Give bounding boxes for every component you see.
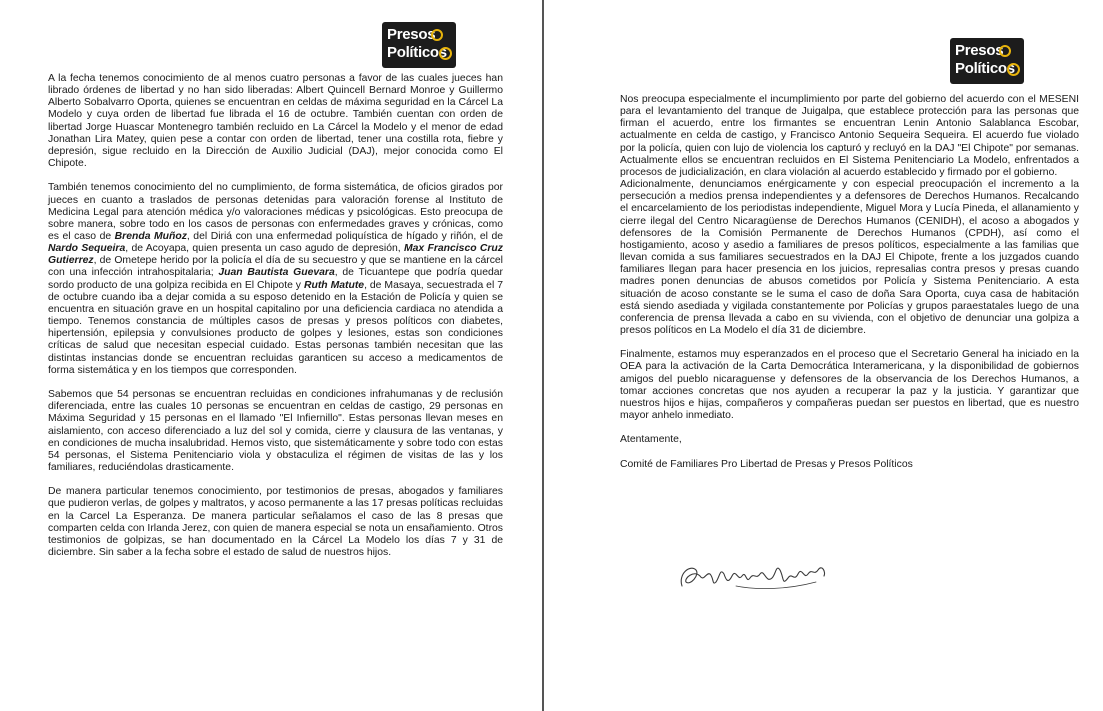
letter-page-right [546,0,1103,711]
text-run: A la fecha tenemos conocimiento de al menos cuatro personas a favor de las cuales jueces han librado órdenes de libertad y no han sido liberadas: Albert Quincell Bernard Monroe y Guillermo Alberto Sobalvarro Oporta, quienes se encuentran en celdas de máxima seguridad en la Cárcel La Modelo y cuya orden de libertad fue librada el 16 de octubre. También cuentan con orden de libertad Jorge Huascar Montenegro también recluido en La Cárcel la Modelo y el menor de edad Jonathan Lira Matey, quien pese a contar con orden de libertad, tener una costilla rota, fiebre y depresión, sigue recluido en la Dirección de Auxilio Judicial (DAJ), mejor conocida como El Chipote. [48,73,503,170]
presos-politicos-logo: Presos Políticos [382,22,456,68]
person-name: Juan Bautista Guevara [218,267,335,279]
text-run: De manera particular tenemos conocimiento, por testimonios de presas, abogados y familiares que pudieron verlas, de golpes y maltratos, y acoso permanente a las 17 presas políticas recluidas en la Carcel La Esperanza. De manera particular señalamos el caso de las 8 presas que comparten celda con Irlanda Jerez, con quien de manera especial se nota un ensañamiento. Otros testimonios de golpizas, se han documentado en la Cárcel La Modelo los días 7 y 31 de diciembre. Sin saber a la fecha sobre el estado de salud de nuestros hijos. [48,486,503,559]
handcuff-ring-icon [1007,63,1020,76]
handwritten-signature [676,556,841,596]
letter-body-right [620,94,1079,483]
text-run: , de Acoyapa, quien presenta un caso agudo de depresión, [125,243,404,255]
text-run: , de Masaya, secuestrada el 7 de octubre cuando iba a dejar comida a su esposo detenido en la Estación de Policía y quien se encuentra en situación grave en un hospital capitalino por una deficiencia cardiaca no atendida a tiempo. Tenemos constancia de múltiples casos de presas y presos políticos con diabetes, hipertensión, epilepsia y convulsiones producto de golpes y lesiones, estas son condiciones críticas de salud que necesitan especial cuidado. Estas personas también necesitan que las distintas instancias donde se encuentran recluidas garanticen su acceso a medicamentos de forma sistemática y en los tiempos que corresponden. [48,279,504,376]
paragraph-isolation-conditions [48,389,503,474]
person-name: Brenda Muñoz [114,231,187,243]
text-run: Comité de Familiares Pro Libertad de Presas y Presos Políticos [620,458,913,470]
paragraph-medical-transfers [48,182,503,377]
paragraph-oas-hope [620,349,1079,422]
paragraph-release-orders [48,73,503,170]
handcuff-ring-icon [999,45,1011,57]
letter-body-left [48,73,503,571]
person-name: Max Francisco Cruz Gutierrez [48,243,503,267]
letter-page-left [0,0,540,711]
paragraph-la-esperanza [48,486,503,559]
person-name: Ruth Matute [303,279,365,291]
presos-politicos-logo: Presos Políticos [950,38,1024,84]
text-run: Atentamente, [620,434,682,446]
paragraph-meseni-agreement [620,94,1079,179]
handcuff-ring-icon [431,29,443,41]
person-name: Nardo Sequeira [48,243,126,255]
text-run: Adicionalmente, denunciamos enérgicamente y con especial preocupación el incremento a la persecución a medios prensa independientes y a defensores de Derechos Humanos. Recalcando el encarcelamiento de los periodistas independiente, Miguel Mora y Lucía Pineda, el allanamiento y cierre ilegal del Centro Nicaragüense de Derechos Humanos (CENIDH), el acoso a abogados y defensores de la Comisión Permanente de Derechos Humanos (CPDH), así como el hostigamiento, acoso y asedio a familiares de presos políticos, especialmente a las familias que llevan comida a sus familiares secuestrados en la DAJ El Chipote, frente a los juzgados cuando familiares llegan para hacer presencia en los juicios, represalias contra presos y presas cuando madres ponen denuncias de abusos cometidos por Policía y Sistema Penitenciario. A esta situación de acoso constante se le suma el caso de doña Sara Oporta, cuya casa de habitación está siendo asediada y vigilada constantemente por Policías y grupos paraestatales luego de una conferencia de prensa llevada a cabo en su vivienda, con el objetivo de denunciar una golpiza a presos políticos en La Modelo el día 31 de diciembre. [620,179,1079,336]
text-run: , de Ometepe herido por la policía el día de su secuestro y que se mantiene en la cárcel con una infección intrahospitalaria; [48,255,503,279]
paragraph-press-persecution [620,179,1079,337]
text-run: , del Diriá con una enfermedad poliquística de hígado y riñón, el de [186,231,503,243]
text-run: Sabemos que 54 personas se encuentran recluidas en condiciones infrahumanas y de reclusión diferenciada, entre las cuales 10 personas se encuentran en celdas de castigo, 29 personas en Máxima Seguridad y 15 personas en el llamado "El Infiernillo". Estas personas llevan meses en aislamiento, con acceso diferenciado a luz del sol y comida, cierre y clausura de las ventanas, y en condiciones de mucha insalubridad. Hemos visto, que sistemáticamente y sobre todo con estas 54 personas, el Sistema Penitenciario viola y obstaculiza el régimen de visitas de las y los familiares, reduciéndolas drasticamente. [48,389,503,473]
signatory-committee [620,459,1079,471]
closing-salutation [620,434,1079,446]
text-run: También tenemos conocimiento del no cumplimiento, de forma sistemática, de oficios girados por jueces en cuanto a traslados de personas detenidas para valoración forense al Instituto de Medicina Legal para atención médica y/o valoraciones médicas y psicológicas. Esto preocupa de sobre manera, sobre todo en los casos de personas con enfermedades graves y crónicas, como es el caso de [48,182,503,243]
page-divider [542,0,544,711]
handcuff-ring-icon [439,47,452,60]
text-run: , de Ticuantepe que podría quedar sordo producto de una golpiza recibida en El Chipote y [48,267,503,291]
text-run: Nos preocupa especialmente el incumplimiento por parte del gobierno del acuerdo con el MESENI para el levantamiento del tranque de Juigalpa, que establece protección para las personas que firman el acuerdo, entre los firmantes se encuentran Lenin Antonio Salablanca Escobar, actualmente en celda de castigo, y Francisco Antonio Sequeira Sequeira. El acuerdo fue violado por la policía, quien con lujo de violencia los capturó y recluyó en la DAJ "El Chipote" por semanas. Actualmente ellos se encuentran recluidos en El Sistema Penitenciario La Modelo, enfrentados a procesos de judicialización, en clara violación al acuerdo establecido y firmado por el gobierno. [620,94,1079,178]
text-run: Finalmente, estamos muy esperanzados en el proceso que el Secretario General ha iniciado en la OEA para la activación de la Carta Democrática Interamericana, y la disponibilidad de gobiernos amigos del pueblo nicaraguense y defensores de la observancia de los Derechos Humanos, a tomar acciones concretas que nos ayuden a recuperar la paz y la justicia. Y garantizar que nuestros hijos e hijas, compañeros y compañeras puedan ser puestos en libertad, que es nuestro mayor anhelo inmediato. [620,349,1079,422]
